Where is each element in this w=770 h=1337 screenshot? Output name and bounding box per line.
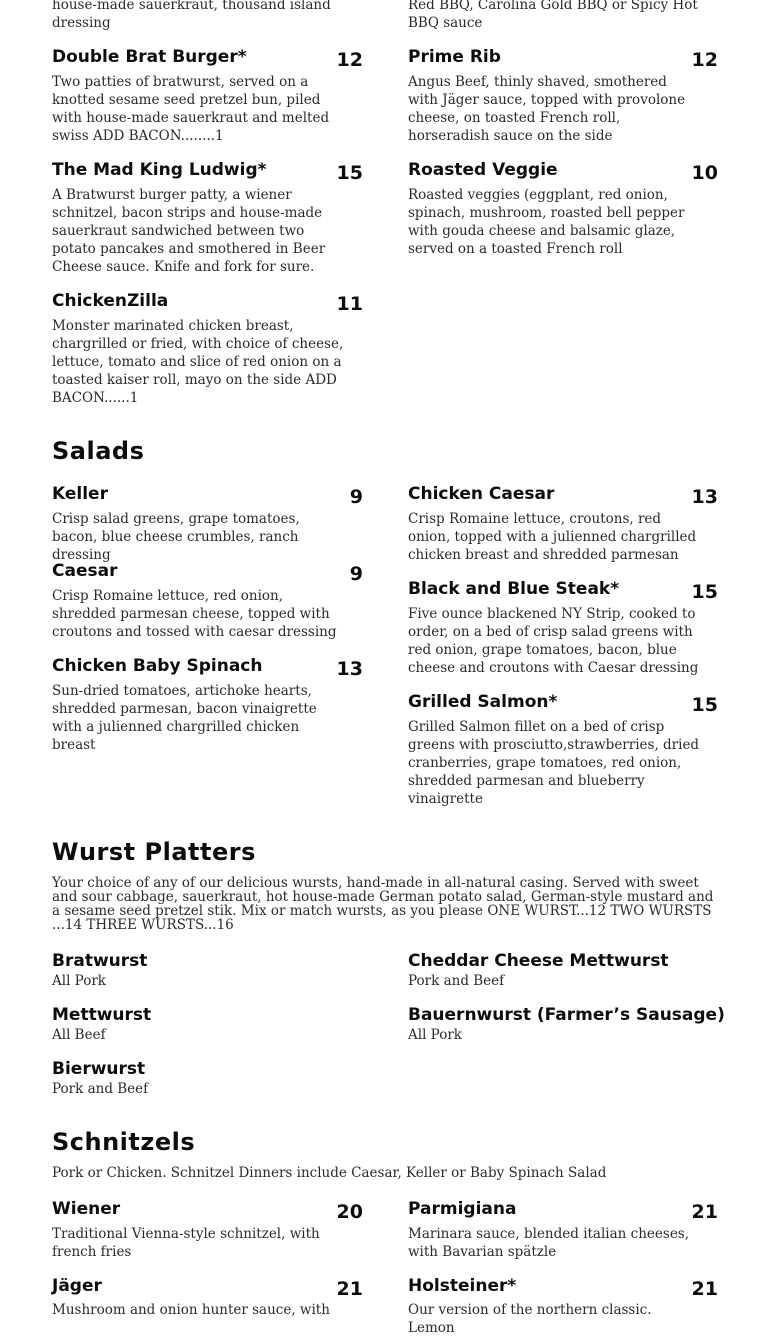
menu-item-price: 21	[691, 1201, 718, 1223]
menu-item-price: 9	[349, 486, 363, 508]
menu-item-name: Parmigiana	[408, 1199, 517, 1219]
menu-item-desc: Monster marinated chicken breast, chargrilled or fried, with choice of cheese, lettuce, tomato and slice of red onion on a toasted kaiser roll, mayo on the side ADD BACON......1	[52, 318, 344, 406]
sandwich-top-left-desc: house-made sauerkraut, thousand island dressing	[52, 0, 331, 31]
section-title-salads: Salads	[52, 437, 145, 465]
menu-item-desc: Our version of the northern classic. Lemon	[408, 1302, 652, 1336]
sandwich-top-right-desc: Red BBQ, Carolina Gold BBQ or Spicy Hot BBQ sauce	[408, 0, 698, 31]
wurst-item-desc: All Pork	[408, 1027, 462, 1043]
menu-item-desc: Grilled Salmon fillet on a bed of crisp greens with prosciutto,strawberries, dried cranberries, grape tomatoes, red onion, shredded parmesan and blueberry vinaigrette	[408, 719, 700, 807]
menu-item-desc: Mushroom and onion hunter sauce, with	[52, 1302, 330, 1318]
menu-item-name: Holsteiner*	[408, 1276, 517, 1296]
section-intro: Your choice of any of our delicious wursts, hand-made in all-natural casing. Served with sweet and sour cabbage, sauerkraut, hot house-made German potato salad, German-style mustard and a sesame seed pretzel stik. Mix or match wursts, as you please ONE WURST...12 TWO WURSTS ...14 THREE WURSTS...16	[52, 875, 714, 933]
menu-item-price: 15	[691, 581, 718, 603]
menu-item-desc: Marinara sauce, blended italian cheeses, with Bavarian spätzle	[408, 1226, 690, 1260]
menu-item-desc: Roasted veggies (eggplant, red onion, spinach, mushroom, roasted bell pepper with gouda cheese and balsamic glaze, served on a toasted French roll	[408, 187, 685, 257]
menu-item-name: The Mad King Ludwig*	[52, 160, 267, 180]
menu-item-name: Chicken Caesar	[408, 484, 555, 504]
menu-item-desc: Two patties of bratwurst, served on a knotted sesame seed pretzel bun, piled with house-made sauerkraut and melted swiss ADD BACON........1	[52, 74, 330, 144]
menu-item-price: 20	[336, 1201, 363, 1223]
wurst-item-name: Bauernwurst (Farmer’s Sausage)	[408, 1005, 725, 1025]
wurst-item-name: Bratwurst	[52, 951, 148, 971]
menu-item-name: Black and Blue Steak*	[408, 579, 620, 599]
menu-item-name: Prime Rib	[408, 47, 501, 67]
wurst-item-desc: All Pork	[52, 973, 106, 989]
wurst-item-desc: All Beef	[52, 1027, 106, 1043]
menu-item-desc: Crisp salad greens, grape tomatoes, bacon, blue cheese crumbles, ranch dressing	[52, 511, 300, 563]
wurst-item-name: Mettwurst	[52, 1005, 152, 1025]
menu-item-price: 10	[691, 162, 718, 184]
menu-item-name: Wiener	[52, 1199, 121, 1219]
menu-item-name: Chicken Baby Spinach	[52, 656, 263, 676]
menu-item-price: 15	[336, 162, 363, 184]
menu-item-name: Roasted Veggie	[408, 160, 558, 180]
menu-item-desc: Five ounce blackened NY Strip, cooked to order, on a bed of crisp salad greens with red onion, grape tomatoes, bacon, blue cheese and croutons with Caesar dressing	[408, 606, 699, 676]
menu-item-price: 12	[691, 49, 718, 71]
menu-item-name: ChickenZilla	[52, 291, 169, 311]
menu-item-name: Jäger	[52, 1276, 102, 1296]
wurst-item-desc: Pork and Beef	[408, 973, 505, 989]
menu-item-price: 11	[336, 293, 363, 315]
section-title-wurst-platters: Wurst Platters	[52, 838, 256, 866]
menu-item-name: Keller	[52, 484, 108, 504]
menu-item-price: 21	[691, 1278, 718, 1300]
menu-item-price: 12	[336, 49, 363, 71]
menu-item-name: Double Brat Burger*	[52, 47, 247, 67]
wurst-item-name: Cheddar Cheese Mettwurst	[408, 951, 669, 971]
wurst-item-desc: Pork and Beef	[52, 1081, 149, 1097]
menu-item-name: Caesar	[52, 561, 118, 581]
wurst-item-name: Bierwurst	[52, 1059, 146, 1079]
menu-item-desc: Crisp Romaine lettuce, red onion, shredded parmesan cheese, topped with croutons and tossed with caesar dressing	[52, 588, 337, 640]
menu-item-name: Grilled Salmon*	[408, 692, 558, 712]
menu-item-price: 13	[336, 658, 363, 680]
menu-item-desc: Traditional Vienna-style schnitzel, with french fries	[52, 1226, 320, 1260]
menu-item-desc: Crisp Romaine lettuce, croutons, red onion, topped with a julienned chargrilled chicken breast and shredded parmesan	[408, 511, 697, 563]
section-intro: Pork or Chicken. Schnitzel Dinners include Caesar, Keller or Baby Spinach Salad	[52, 1165, 607, 1181]
menu-item-price: 21	[336, 1278, 363, 1300]
menu-item-price: 13	[691, 486, 718, 508]
menu-item-desc: Angus Beef, thinly shaved, smothered with Jäger sauce, topped with provolone cheese, on toasted French roll, horseradish sauce on the side	[408, 74, 686, 144]
menu-item-price: 9	[349, 563, 363, 585]
section-title-schnitzels: Schnitzels	[52, 1128, 196, 1156]
menu-item-price: 15	[691, 694, 718, 716]
menu-item-desc: A Bratwurst burger patty, a wiener schnitzel, bacon strips and house-made sauerkraut sandwiched between two potato pancakes and smothered in Beer Cheese sauce. Knife and fork for sure.	[52, 187, 326, 275]
menu-item-desc: Sun-dried tomatoes, artichoke hearts, shredded parmesan, bacon vinaigrette with a julienned chargrilled chicken breast	[52, 683, 317, 753]
